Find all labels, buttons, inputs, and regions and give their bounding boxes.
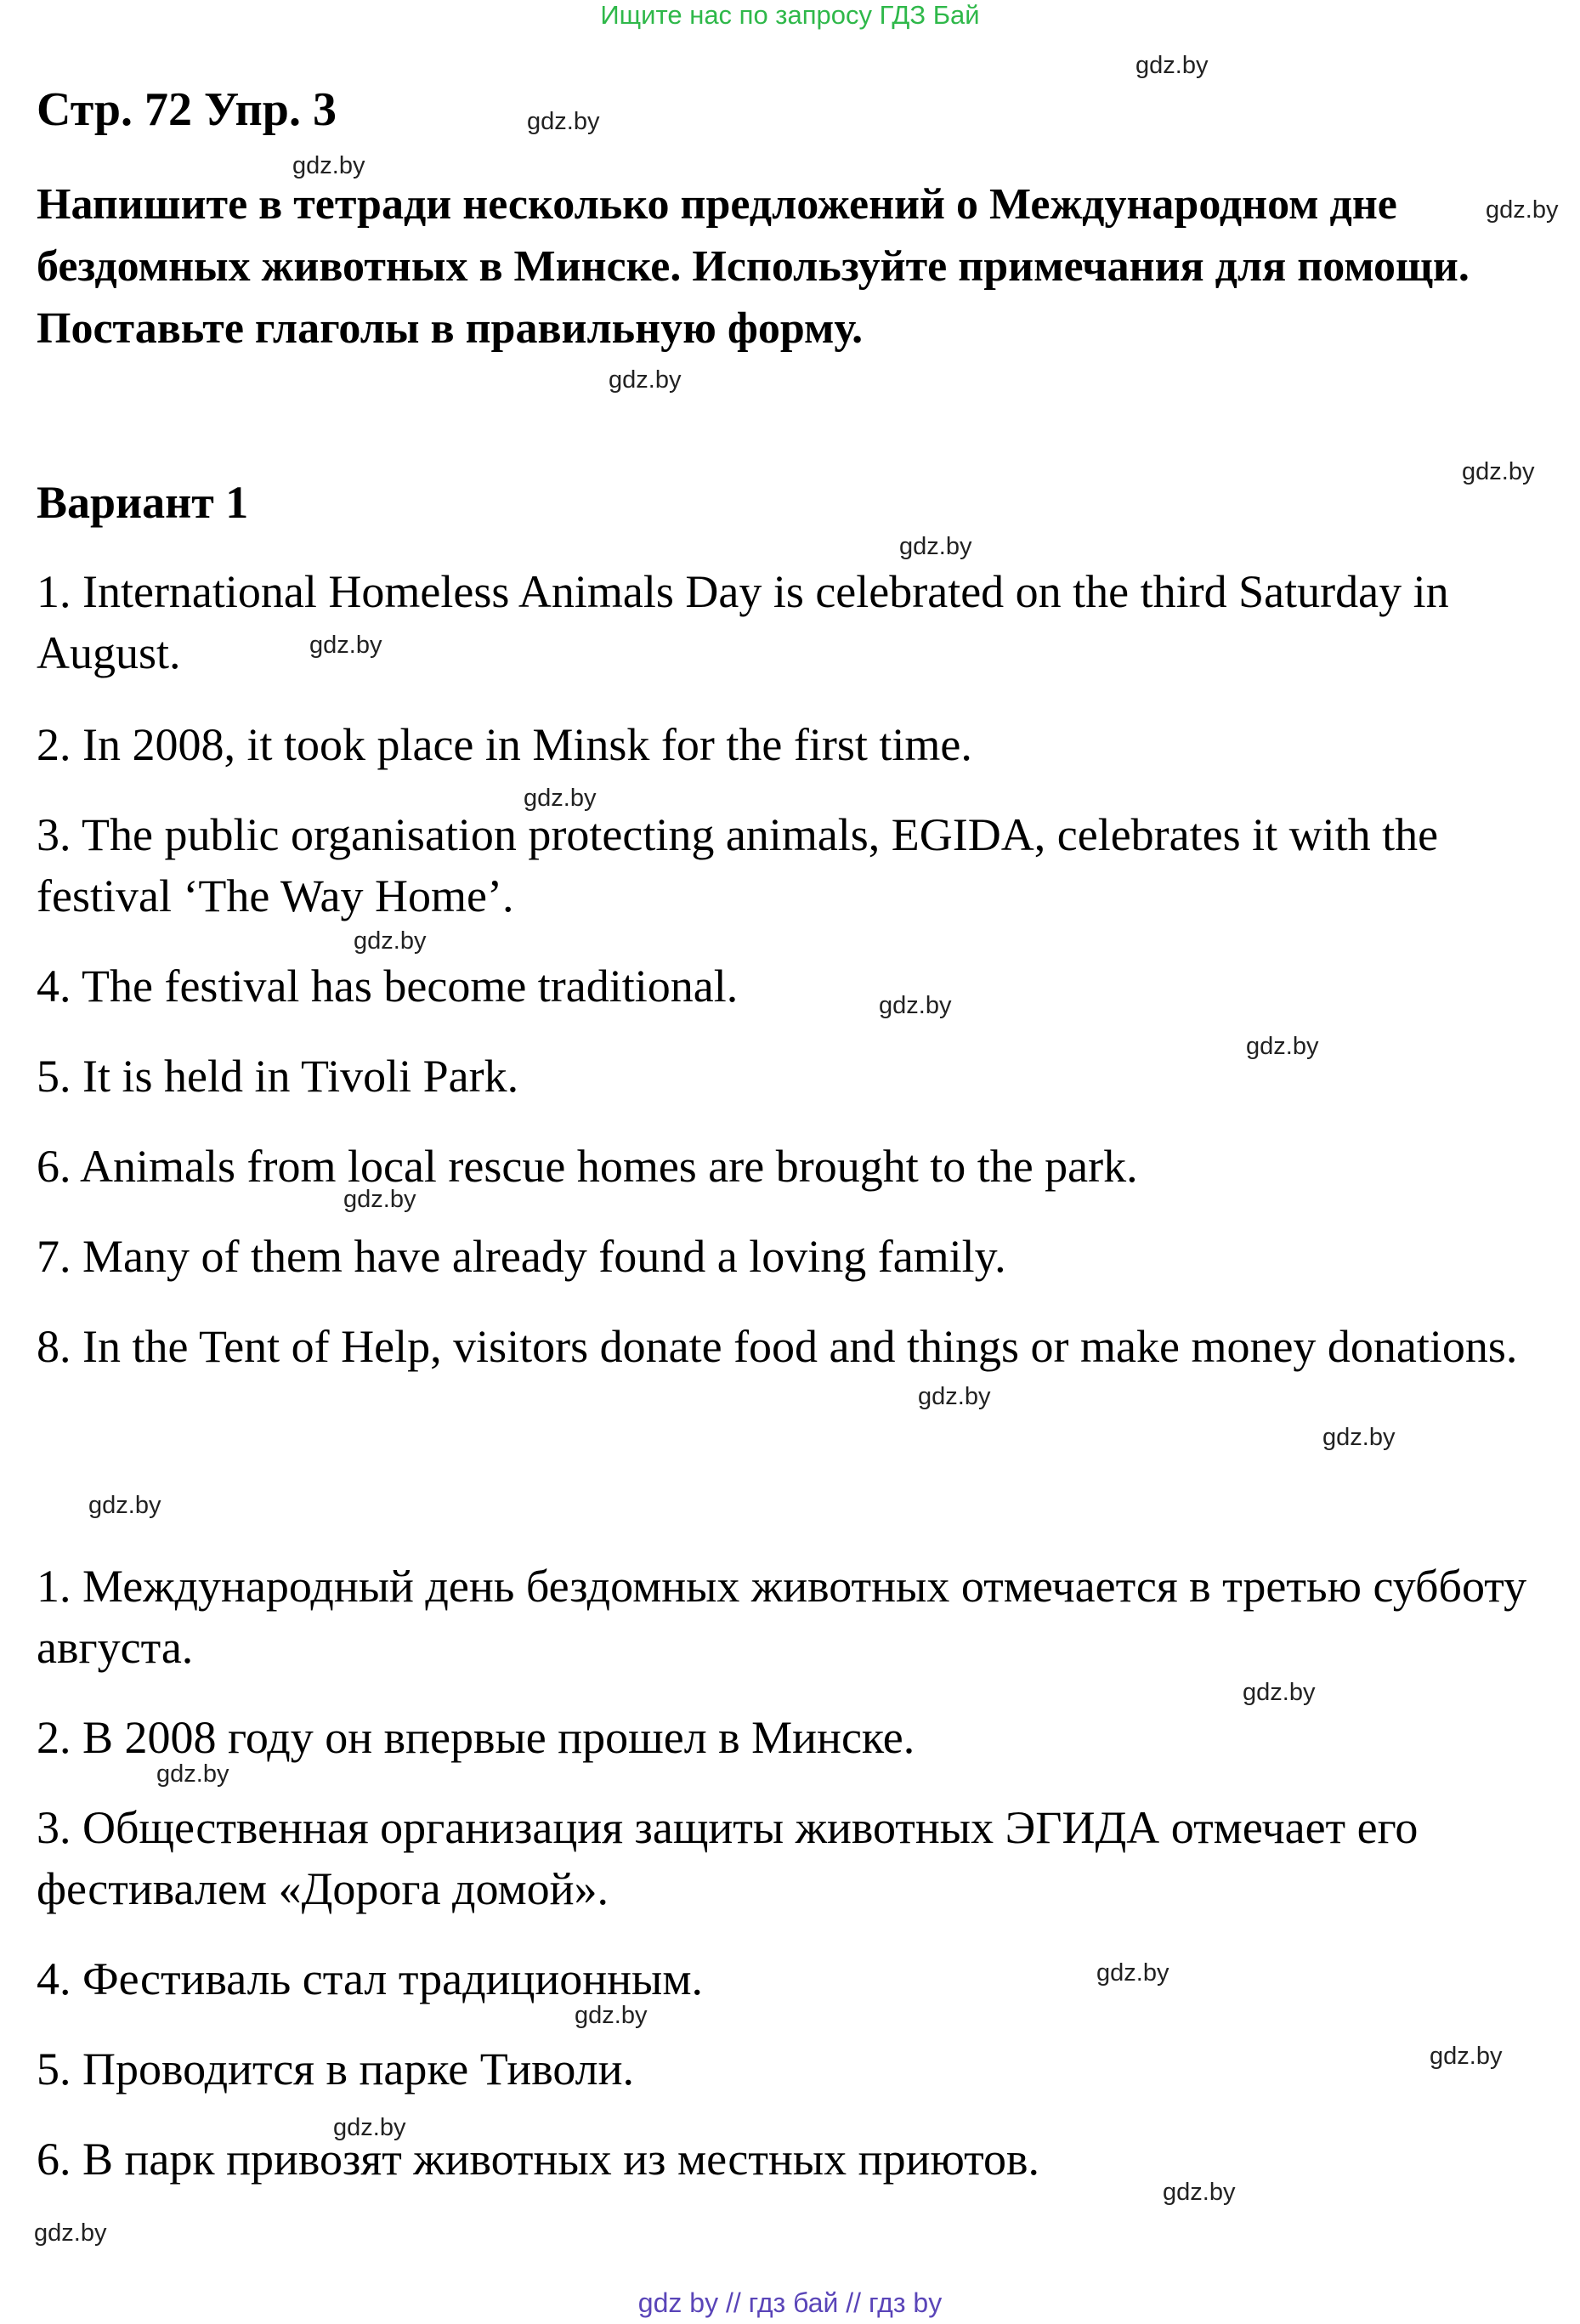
top-banner: Ищите нас по запросу ГДЗ Бай — [600, 0, 980, 30]
watermark: gdz.by — [524, 785, 597, 812]
watermark: gdz.by — [343, 1186, 416, 1213]
watermark: gdz.by — [575, 2002, 648, 2029]
watermark: gdz.by — [156, 1760, 229, 1788]
english-sentence: 6. Animals from local rescue homes are brought to the park. — [37, 1141, 1138, 1192]
watermark: gdz.by — [879, 992, 952, 1019]
footer-watermark: gdz by // гдз бай // гдз by — [637, 2287, 943, 2318]
english-sentence: 2. In 2008, it took place in Minsk for the first time. — [37, 719, 972, 770]
task-instructions: Напишите в тетради несколько предложений о Международном дне бездомных животных в Минске. Используйте примечания для помощи. Поставьте глаголы в правильную форму. — [37, 180, 1470, 353]
russian-sentence: 5. Проводится в парке Тиволи. — [37, 2043, 635, 2094]
english-sentence: 8. In the Tent of Help, visitors donate food and things or make money donations. — [37, 1321, 1518, 1372]
watermark: gdz.by — [292, 152, 365, 179]
english-sentence: 3. The public organisation protecting animals, EGIDA, celebrates it with the festival ‘The Way Home’. — [37, 809, 1439, 921]
watermark: gdz.by — [354, 927, 427, 955]
variant-heading: Вариант 1 — [37, 477, 249, 528]
page-title: Стр. 72 Упр. 3 — [37, 83, 337, 136]
russian-sentence: 1. Международный день бездомных животных отмечается в третью субботу августа. — [37, 1561, 1527, 1673]
english-sentence: 4. The festival has become traditional. — [37, 961, 739, 1012]
watermark: gdz.by — [88, 1492, 161, 1519]
watermark: gdz.by — [1163, 2179, 1236, 2206]
watermark: gdz.by — [609, 366, 682, 394]
watermark: gdz.by — [1430, 2043, 1503, 2070]
watermark: gdz.by — [1096, 1959, 1169, 1987]
watermark: gdz.by — [1135, 52, 1209, 79]
russian-sentence: 3. Общественная организация защиты животных ЭГИДА отмечает его фестивалем «Дорога домой». — [37, 1802, 1419, 1914]
watermark: gdz.by — [899, 533, 972, 560]
watermark: gdz.by — [527, 108, 600, 135]
english-sentence: 5. It is held in Tivoli Park. — [37, 1051, 519, 1102]
watermark: gdz.by — [1462, 458, 1535, 485]
watermark: gdz.by — [1322, 1424, 1396, 1451]
watermark: gdz.by — [1486, 196, 1559, 224]
watermark: gdz.by — [309, 632, 382, 659]
watermark: gdz.by — [1243, 1679, 1316, 1706]
watermark: gdz.by — [1246, 1033, 1319, 1060]
english-sentence: 7. Many of them have already found a loving family. — [37, 1231, 1006, 1282]
watermark: gdz.by — [333, 2114, 406, 2141]
watermark: gdz.by — [34, 2219, 107, 2247]
english-sentence: 1. International Homeless Animals Day is celebrated on the third Saturday in August. — [37, 566, 1449, 678]
russian-sentence: 6. В парк привозят животных из местных приютов. — [37, 2134, 1039, 2185]
russian-sentence: 2. В 2008 году он впервые прошел в Минске. — [37, 1712, 915, 1763]
russian-sentence: 4. Фестиваль стал традиционным. — [37, 1953, 704, 2004]
watermark: gdz.by — [918, 1383, 991, 1410]
